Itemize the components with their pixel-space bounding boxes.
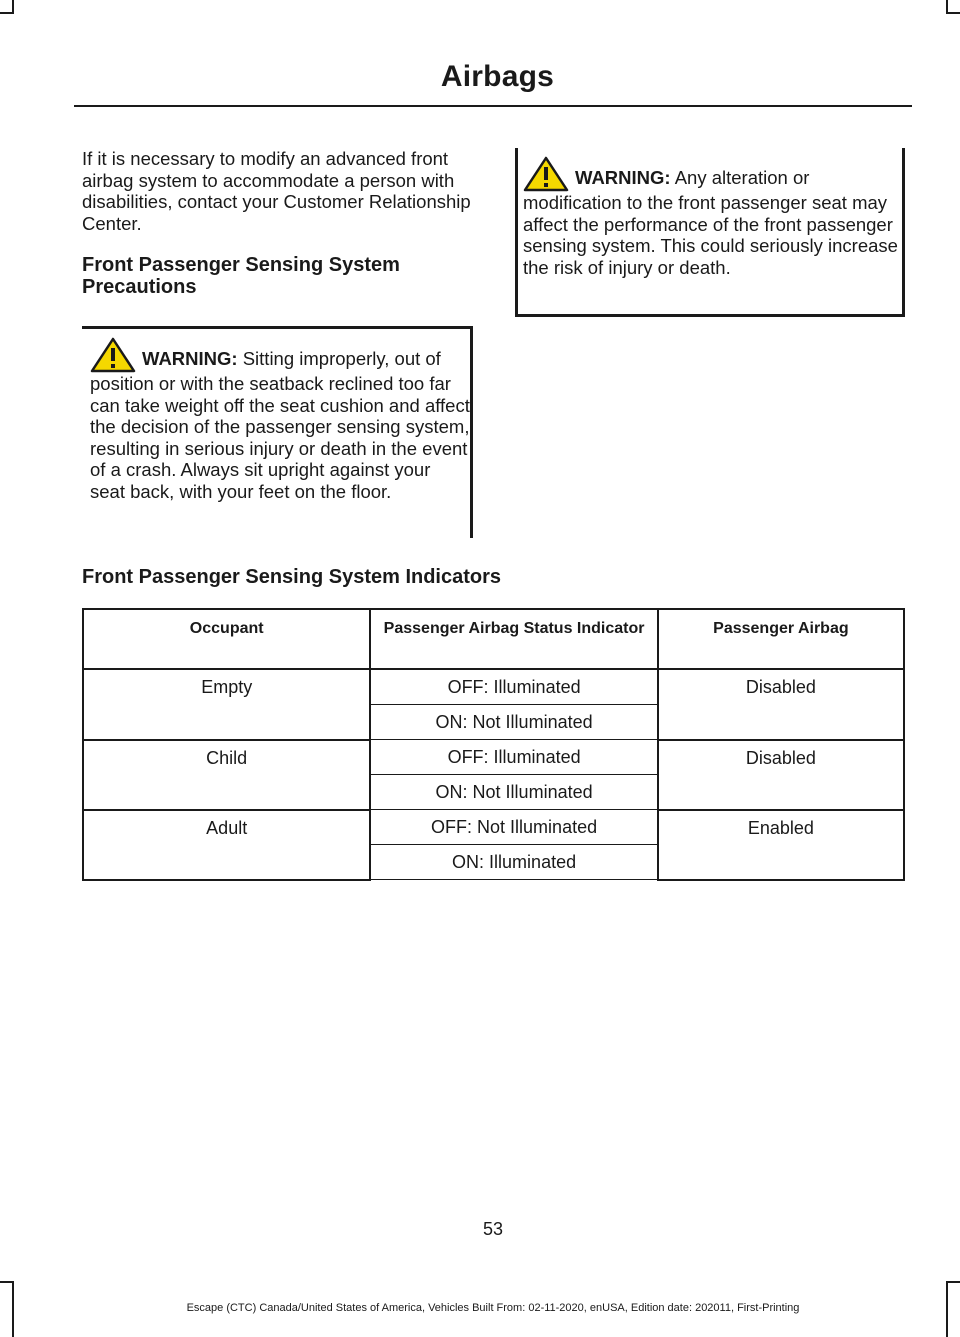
occupant-cell: Child xyxy=(83,740,370,810)
left-column xyxy=(82,148,474,298)
warning-text: Sitting improperly, out of position or with the seatback reclined too far can take weight off the seat cushion and affect the decision of the passenger sensing system, resulting in serious injury or death in the event of a crash. Always sit upright against your seat back, with your feet on the floor. xyxy=(90,348,470,502)
indicator-cell: OFF: Illuminated xyxy=(370,669,657,705)
column-header: Passenger Airbag Status Indicator xyxy=(370,609,657,669)
table-heading: Front Passenger Sensing System Indicators xyxy=(82,566,502,588)
warning-paragraph xyxy=(90,337,470,502)
table-header-row xyxy=(83,609,904,669)
warning-paragraph xyxy=(523,156,902,278)
warning-label: WARNING: xyxy=(142,348,238,369)
crop-mark xyxy=(0,1281,14,1283)
occupant-cell: Empty xyxy=(83,669,370,740)
airbag-cell: Enabled xyxy=(658,810,904,880)
warning-triangle-icon xyxy=(90,337,136,373)
indicator-cell: ON: Illuminated xyxy=(370,845,657,880)
table-row xyxy=(83,740,904,775)
table-row xyxy=(83,669,904,705)
page-number: 53 xyxy=(482,1219,504,1239)
header-divider xyxy=(74,105,912,107)
warning-text: Any alteration or modification to the front passenger seat may affect the performance of the front passenger sensing system. This could seriously increase the risk of injury or death. xyxy=(523,167,898,278)
section-heading: Front Passenger Sensing System Precautions xyxy=(82,254,400,298)
warning-label: WARNING: xyxy=(575,167,671,188)
intro-paragraph: If it is necessary to modify an advanced front airbag system to accommodate a person with disabilities, contact your Customer Relationship Center. xyxy=(82,148,471,234)
column-header: Passenger Airbag xyxy=(658,609,904,669)
warning-box xyxy=(82,326,473,538)
column-header: Occupant xyxy=(83,609,370,669)
indicator-cell: ON: Not Illuminated xyxy=(370,775,657,810)
airbag-cell: Disabled xyxy=(658,740,904,810)
table-row xyxy=(83,810,904,845)
indicator-cell: OFF: Illuminated xyxy=(370,740,657,775)
warning-triangle-icon xyxy=(523,156,569,192)
airbag-cell: Disabled xyxy=(658,669,904,740)
indicators-table xyxy=(82,608,905,881)
crop-mark xyxy=(0,12,14,14)
indicator-cell: ON: Not Illuminated xyxy=(370,705,657,740)
page-title: Airbags xyxy=(440,60,554,93)
footer-text: Escape (CTC) Canada/United States of America, Vehicles Built From: 02-11-2020, enUSA, Edition date: 202011, First-Printing xyxy=(186,1302,800,1314)
crop-mark xyxy=(946,12,960,14)
indicator-cell: OFF: Not Illuminated xyxy=(370,810,657,845)
crop-mark xyxy=(946,1281,960,1283)
occupant-cell: Adult xyxy=(83,810,370,880)
warning-box xyxy=(515,148,905,317)
